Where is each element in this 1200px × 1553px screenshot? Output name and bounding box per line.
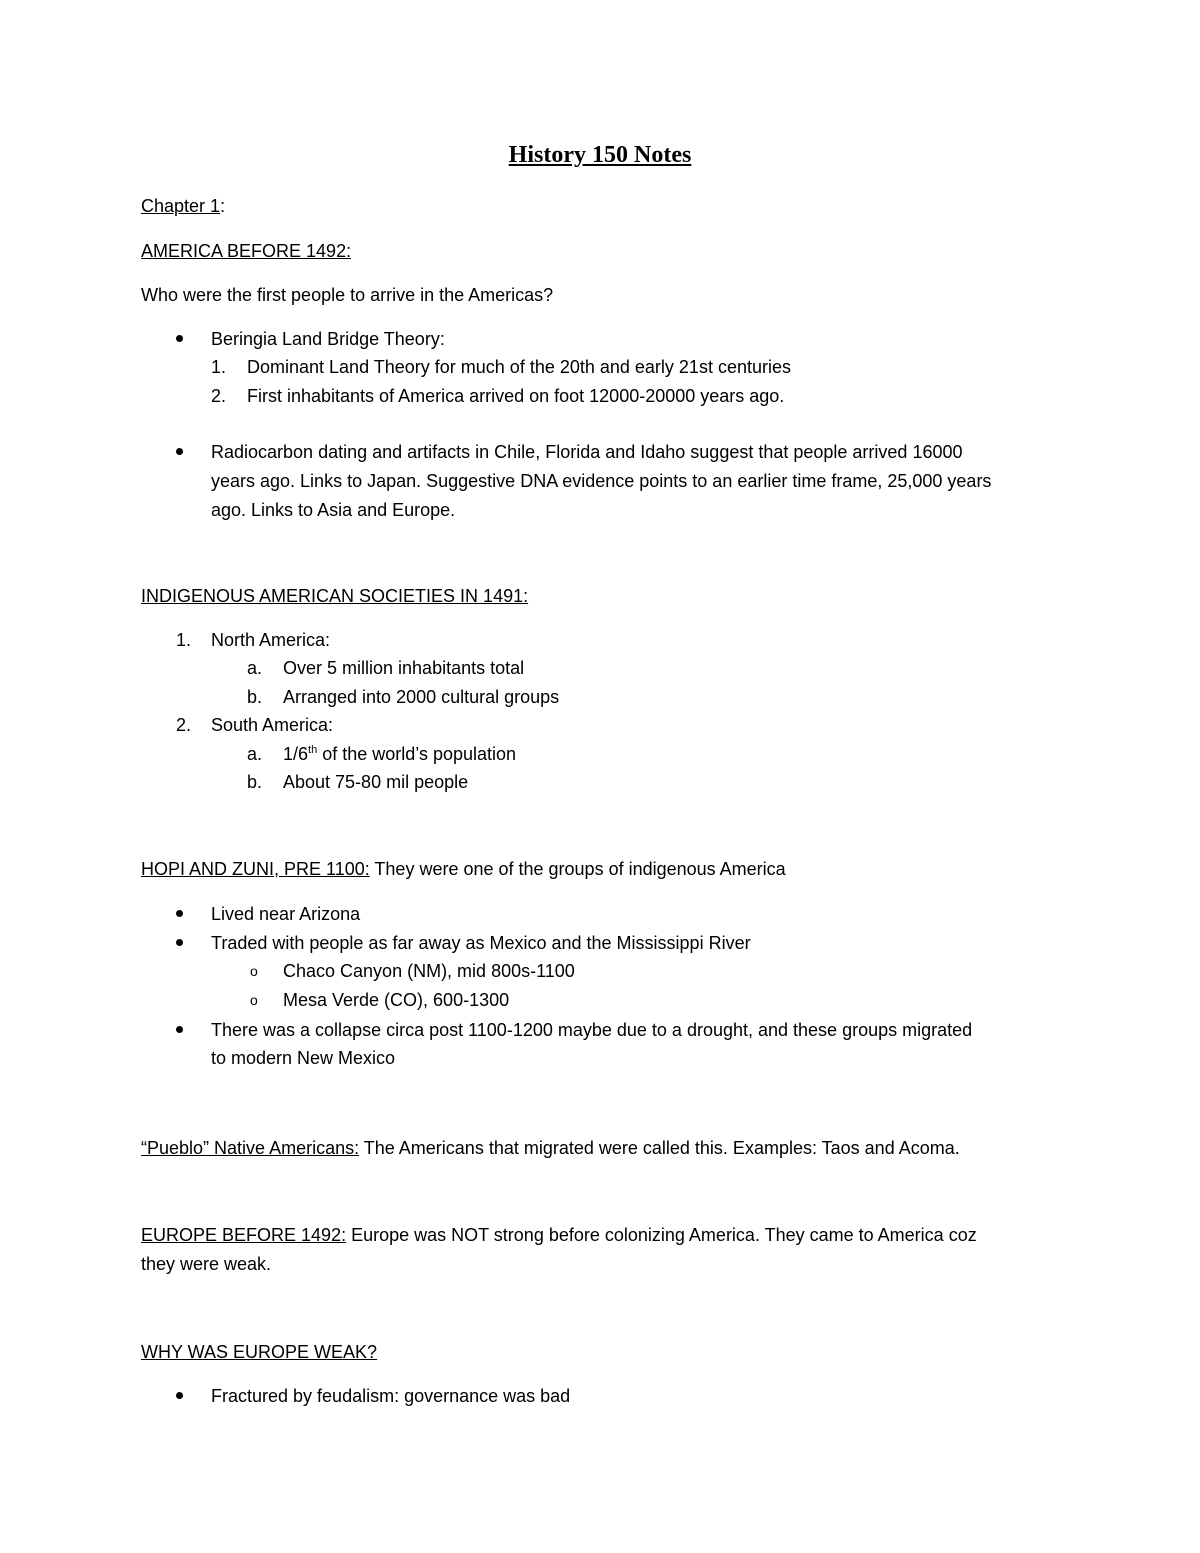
question-text: Who were the first people to arrive in the Americas? (141, 285, 554, 305)
list-letter: b. (247, 687, 263, 707)
list-letter: a. (247, 658, 263, 678)
list-number: 1. (211, 357, 227, 377)
section-text-line: they were weak. (141, 1254, 272, 1274)
section-text: The Americans that migrated were called this. Examples: Taos and Acoma. (359, 1138, 960, 1158)
section-text: They were one of the groups of indigenous America (369, 859, 786, 879)
bullet-icon (176, 335, 183, 342)
list-item: First inhabitants of America arrived on foot 12000-20000 years ago. (247, 386, 785, 406)
list-letter: a. (247, 744, 263, 764)
list-item: About 75-80 mil people (283, 772, 469, 792)
list-item-line: years ago. Links to Japan. Suggestive DNA evidence points to an earlier time frame, 25,000 years (211, 471, 992, 491)
section-hopi-zuni (141, 857, 786, 881)
list-item: Beringia Land Bridge Theory: (211, 329, 445, 349)
list-item: Traded with people as far away as Mexico and the Mississippi River (211, 933, 751, 953)
list-number: 1. (176, 630, 192, 650)
bullet-icon (176, 939, 183, 946)
list-item: Over 5 million inhabitants total (283, 658, 525, 678)
chapter-text: Chapter 1 (141, 196, 221, 216)
circle-bullet-icon: o (250, 963, 258, 979)
bullet-icon (176, 1392, 183, 1399)
section-europe-before-1492 (141, 1223, 977, 1247)
page-title: History 150 Notes (508, 142, 692, 168)
section-text: Europe was NOT strong before colonizing America. They came to America coz (346, 1225, 977, 1245)
list-item: Chaco Canyon (NM), mid 800s-1100 (283, 961, 575, 981)
list-number: 2. (211, 386, 227, 406)
section-heading-hopi-zuni: HOPI AND ZUNI, PRE 1100: (141, 859, 370, 879)
list-item (283, 742, 516, 766)
bullet-icon (176, 910, 183, 917)
list-item-line: to modern New Mexico (211, 1048, 396, 1068)
section-heading-europe: EUROPE BEFORE 1492: (141, 1225, 347, 1245)
section-heading-pueblo: “Pueblo” Native Americans: (141, 1138, 360, 1158)
list-item-line: There was a collapse circa post 1100-1200 maybe due to a drought, and these groups migrated (211, 1020, 973, 1040)
section-heading-why-europe-weak: WHY WAS EUROPE WEAK? (141, 1342, 378, 1362)
section-heading-america-before-1492: AMERICA BEFORE 1492: (141, 241, 352, 261)
superscript: th (308, 744, 318, 756)
bullet-icon (176, 1026, 183, 1033)
item-text: of the world’s population (317, 744, 517, 764)
list-item: Mesa Verde (CO), 600-1300 (283, 990, 510, 1010)
list-number: 2. (176, 715, 192, 735)
list-item-line: Radiocarbon dating and artifacts in Chile, Florida and Idaho suggest that people arrived 16000 (211, 442, 963, 462)
list-item-line: ago. Links to Asia and Europe. (211, 500, 456, 520)
list-item: Fractured by feudalism: governance was bad (211, 1386, 571, 1406)
list-item: Dominant Land Theory for much of the 20th and early 21st centuries (247, 357, 791, 377)
section-heading-indigenous-societies: INDIGENOUS AMERICAN SOCIETIES IN 1491: (141, 586, 529, 606)
chapter-label (141, 194, 225, 218)
bullet-icon (176, 448, 183, 455)
circle-bullet-icon: o (250, 992, 258, 1008)
list-item: Arranged into 2000 cultural groups (283, 687, 560, 707)
list-letter: b. (247, 772, 263, 792)
fraction-text: 1/6 (283, 744, 309, 764)
list-item: South America: (211, 715, 334, 735)
section-pueblo (141, 1136, 960, 1160)
list-item: Lived near Arizona (211, 904, 361, 924)
list-item: North America: (211, 630, 331, 650)
chapter-colon: : (220, 196, 226, 216)
